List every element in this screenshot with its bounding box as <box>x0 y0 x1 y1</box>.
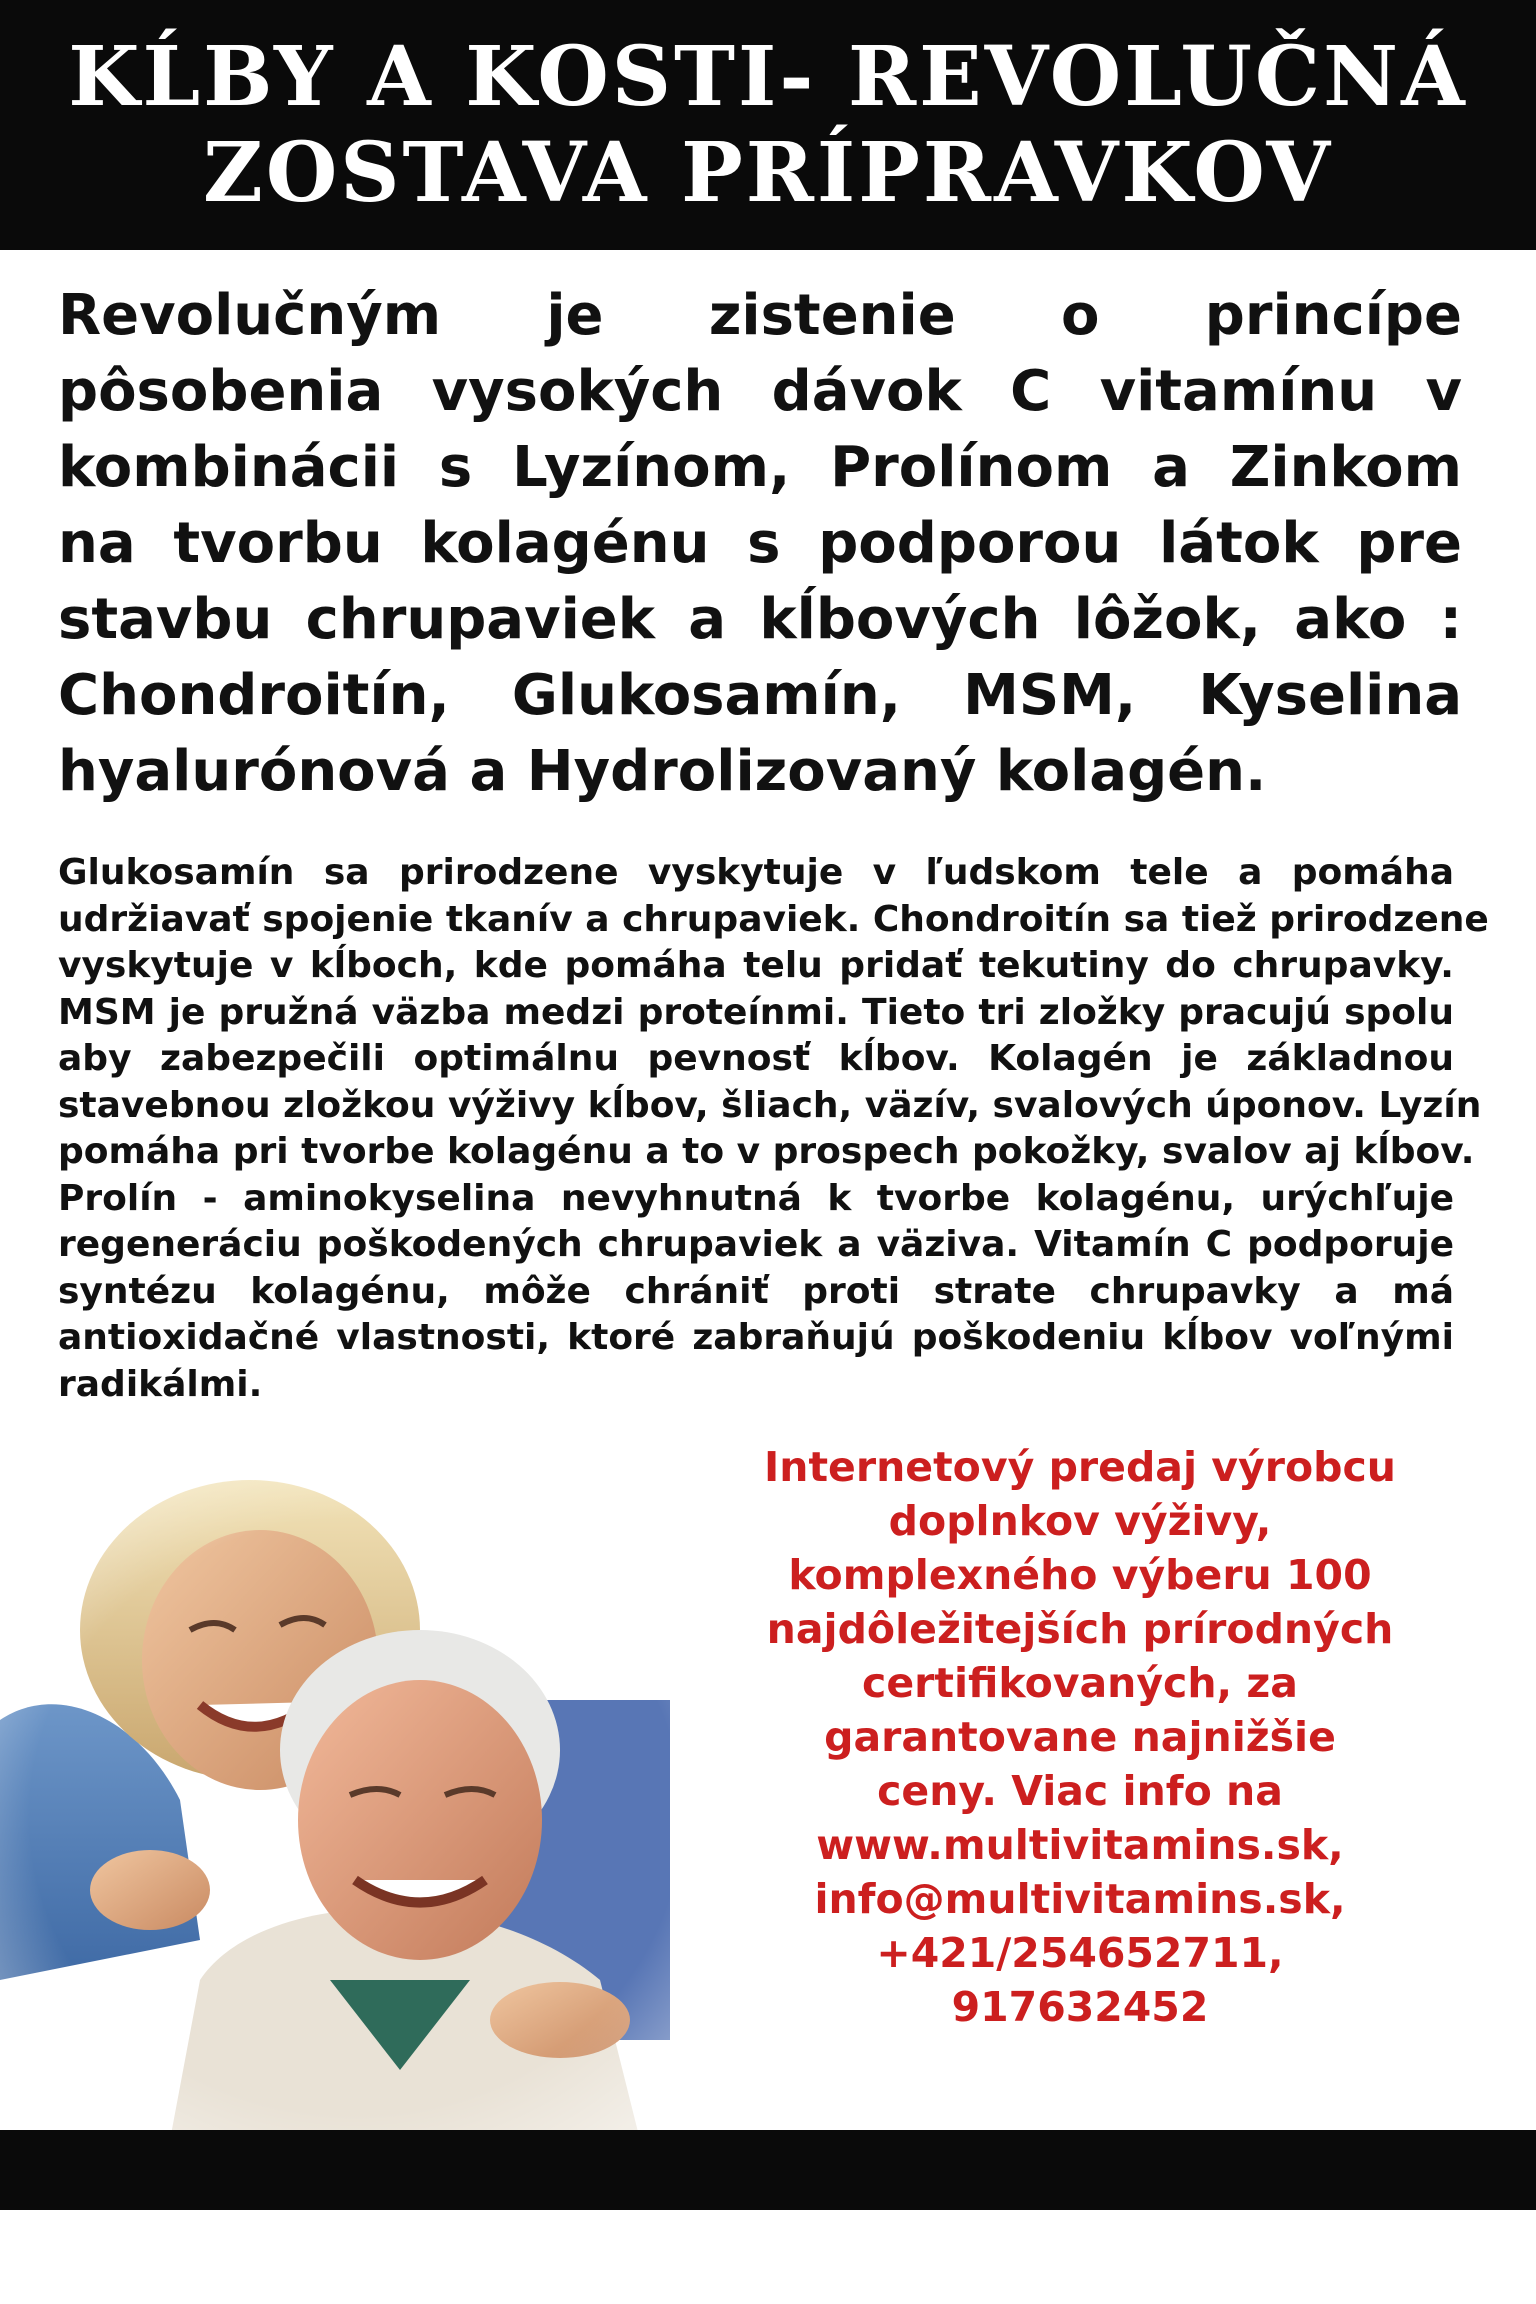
promo-line: certifikovaných, za <box>862 1659 1298 1707</box>
body-line: udržiavať spojenie tkanív a chrupaviek. Chondroitín sa tiež prirodzene <box>58 898 1489 940</box>
promo-email-link[interactable]: info@multivitamins.sk, <box>814 1875 1346 1923</box>
promo-line: doplnkov výživy, <box>888 1497 1272 1545</box>
promo-line: garantovane najnižšie <box>824 1713 1336 1761</box>
promo-line: najdôležitejších prírodných <box>766 1605 1394 1653</box>
body-line: vyskytuje v kĺboch, kde pomáha telu pridať tekutiny do chrupavky. <box>58 945 1454 986</box>
header-title-line-2: ZOSTAVA PRÍPRAVKOV <box>202 125 1334 221</box>
lead-line: stavbu chrupaviek a kĺbových lôžok, ako : <box>58 587 1462 652</box>
lead-line: hyalurónová a Hydrolizovaný kolagén. <box>58 739 1267 804</box>
lead-paragraph <box>58 278 1462 810</box>
lead-line: kombinácii s Lyzínom, Prolínom a Zinkom <box>58 435 1462 500</box>
promo-phone-2: 917632452 <box>951 1983 1209 2031</box>
body-line: radikálmi. <box>58 1363 263 1405</box>
promo-line: komplexného výberu 100 <box>788 1551 1372 1599</box>
lead-line: pôsobenia vysokých dávok C vitamínu v <box>58 359 1462 424</box>
body-line: Prolín - aminokyselina nevyhnutná k tvorbe kolagénu, urýchľuje <box>58 1177 1454 1219</box>
elderly-couple-photo <box>0 1420 790 2140</box>
promo-website-link[interactable]: www.multivitamins.sk, <box>816 1821 1344 1869</box>
lead-line: na tvorbu kolagénu s podporou látok pre <box>58 511 1462 576</box>
promo-phone: +421/254652711, <box>876 1929 1284 1977</box>
body-line: MSM je pružná väzba medzi proteínmi. Tieto tri zložky pracujú spolu <box>58 991 1454 1033</box>
header-title-line-1: KĹBY A KOSTI- REVOLUČNÁ <box>68 29 1468 125</box>
body-line: Glukosamín sa prirodzene vyskytuje v ľudskom tele a pomáha <box>58 852 1454 893</box>
body-line: antioxidačné vlastnosti, ktoré zabraňujú poškodeniu kĺbov voľnými <box>58 1317 1454 1358</box>
body-line: pomáha pri tvorbe kolagénu a to v prospech pokožky, svalov aj kĺbov. <box>58 1131 1475 1172</box>
header-banner <box>0 0 1536 250</box>
promo-line: ceny. Viac info na <box>877 1767 1283 1815</box>
lead-line: Chondroitín, Glukosamín, MSM, Kyselina <box>58 663 1462 728</box>
body-line: regeneráciu poškodených chrupaviek a väziva. Vitamín C podporuje <box>58 1224 1454 1265</box>
promo-line: Internetový predaj výrobcu <box>764 1443 1396 1491</box>
body-paragraph <box>58 850 1489 1408</box>
body-line: aby zabezpečili optimálnu pevnosť kĺbov. Kolagén je základnou <box>58 1038 1454 1079</box>
body-line: stavebnou zložkou výživy kĺbov, šliach, väzív, svalových úponov. Lyzín <box>58 1084 1482 1126</box>
lead-line: Revolučným je zistenie o princípe <box>58 283 1462 348</box>
footer-bar <box>0 2130 1536 2210</box>
body-line: syntézu kolagénu, môže chrániť proti strate chrupavky a má <box>58 1270 1454 1312</box>
promo-contact-text <box>740 1440 1420 2034</box>
